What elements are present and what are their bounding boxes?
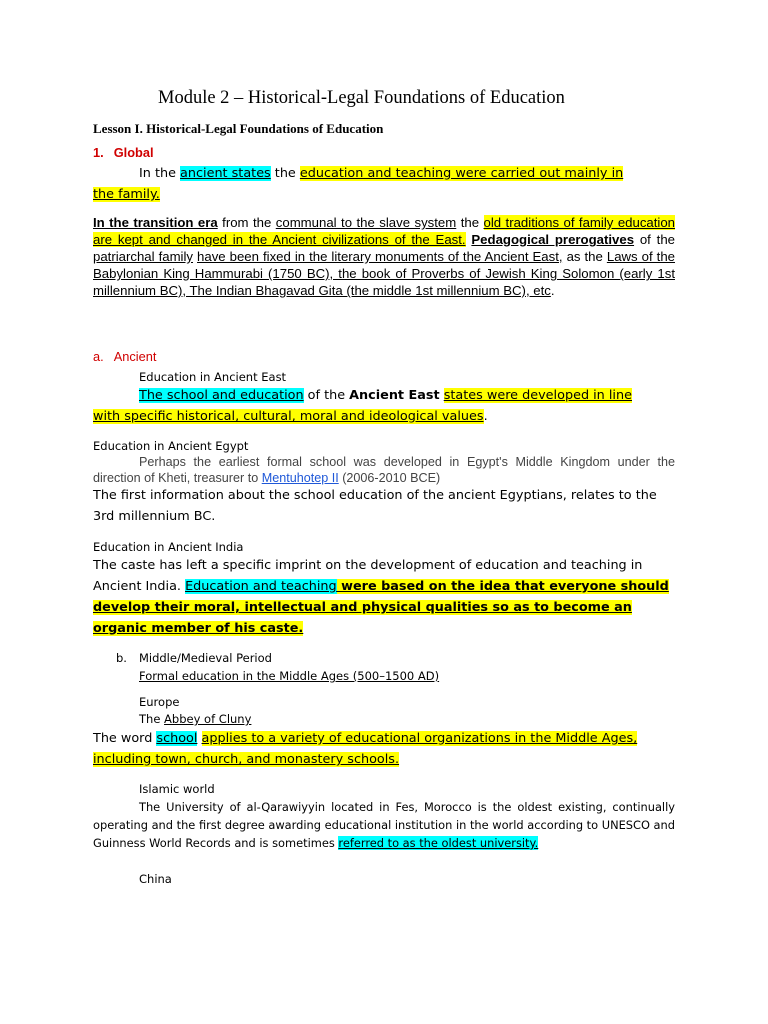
india-paragraph (93, 555, 675, 639)
text-run: the (270, 166, 300, 181)
text-run: . (483, 409, 488, 424)
highlight-education-teaching: education and teaching were carried out mainly in (299, 166, 624, 181)
highlight-ancient-states: ancient states (180, 166, 271, 181)
subheading-ancient-egypt: Education in Ancient Egypt (93, 439, 249, 453)
section-medieval-heading (116, 651, 272, 665)
highlight-the-family: the family. (93, 187, 160, 202)
global-paragraph-1 (93, 163, 675, 205)
highlight-oldest-university: referred to as the oldest university. (338, 836, 539, 850)
section-number: 1. (93, 145, 104, 160)
china-heading: China (139, 872, 172, 886)
europe-heading: Europe (139, 695, 180, 709)
section-title: Global (113, 145, 154, 160)
university-paragraph (93, 798, 675, 852)
text-run (197, 731, 201, 746)
highlight-school: school (156, 731, 198, 746)
page-title: Module 2 – Historical-Legal Foundations of Education (158, 88, 565, 108)
highlight-based-on-idea: were based on the idea that everyone should develop their moral, intellectual and physical qualities so as to become an organic member of his caste. (93, 579, 669, 636)
term-transition-era: In the transition era (93, 215, 218, 230)
word-school-paragraph (93, 728, 675, 770)
underlined-text: patriarchal family (93, 249, 194, 264)
ancient-east-paragraph (93, 385, 675, 427)
highlight-education-teaching-india: Education and teaching (185, 579, 337, 594)
text-run: In the (139, 166, 181, 181)
text-run: of the (303, 388, 350, 403)
text-run: The University of al-Qarawiyyin located in Fes, Morocco is the oldest existing, continually operating and the first degree awarding educational institution in the world according to UNESCO and Guinness World Records and is sometimes (93, 800, 675, 850)
subheading-ancient-east: Education in Ancient East (139, 370, 287, 384)
text-run: The word (93, 731, 157, 746)
subheading-ancient-india: Education in Ancient India (93, 540, 244, 554)
text-run: . (550, 283, 555, 298)
formal-education-heading: Formal education in the Middle Ages (500–1500 AD) (139, 669, 440, 683)
text-run: (2006-2010 BCE) (338, 471, 441, 485)
section-letter: a. (93, 349, 104, 364)
section-ancient-heading (93, 349, 156, 364)
highlight-school-education: The school and education (139, 388, 304, 403)
highlight-old-traditions: old traditions of family education are kept and changed in the Ancient civilizations of the East. (93, 215, 676, 247)
term-pedagogical-prerogatives: Pedagogical prerogatives (471, 232, 635, 247)
text-run: from the (217, 215, 276, 230)
underlined-text: Laws of the Babylonian King Hammurabi (1750 BC), the book of Proverbs of Jewish King Solomon (early 1st millennium BC), The Indian Bhagavad Gita (the middle 1st millennium BC), etc (93, 249, 675, 298)
underlined-text: have been fixed in the literary monuments of the Ancient East, (197, 249, 563, 264)
section-title: Ancient (113, 349, 157, 364)
egypt-quote (93, 454, 675, 486)
term-ancient-east: Ancient East (349, 388, 440, 403)
text-run: as the (562, 249, 607, 264)
section-title: Middle/Medieval Period (138, 651, 272, 665)
text-run: the (456, 215, 484, 230)
section-global-heading (93, 145, 154, 160)
highlight-specific-values: with specific historical, cultural, moral and ideological values (93, 409, 484, 424)
text-run: The caste has left a specific imprint on the development of education and teaching in Ancient India. (93, 558, 643, 594)
underlined-text: communal to the slave system (275, 215, 457, 230)
text-run: Perhaps the earliest formal school was developed in Egypt's Middle Kingdom under the direction of Kheti, treasurer to (93, 455, 675, 485)
islamic-world-heading: Islamic world (139, 782, 215, 796)
abbey-heading (139, 712, 251, 726)
text-run: of the (634, 232, 675, 247)
highlight-applies-to-variety: applies to a variety of educational organizations in the Middle Ages, including town, church, and monastery schools. (93, 731, 638, 767)
egypt-paragraph: The first information about the school education of the ancient Egyptians, relates to the 3rd millennium BC. (93, 488, 657, 524)
highlight-states-developed: states were developed in line (443, 388, 632, 403)
abbey-of-cluny: Abbey of Cluny (164, 712, 252, 726)
text-run: The (139, 712, 165, 726)
lesson-heading: Lesson I. Historical-Legal Foundations of Education (93, 121, 384, 136)
link-mentuhotep-ii[interactable]: Mentuhotep II (261, 471, 339, 485)
section-letter: b. (116, 651, 127, 665)
global-paragraph-2 (93, 214, 675, 299)
